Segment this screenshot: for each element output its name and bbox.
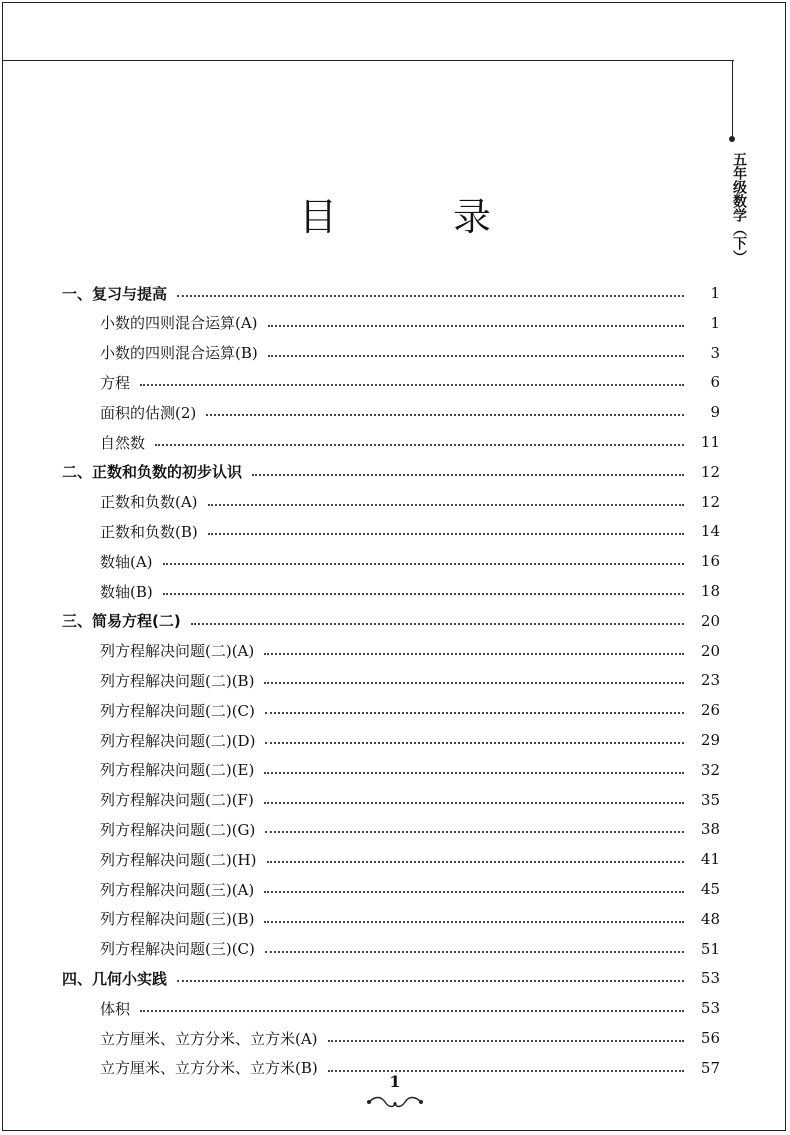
toc-leader-dots xyxy=(264,891,684,893)
toc-leader-dots xyxy=(163,593,684,595)
toc-page-number: 11 xyxy=(700,433,720,451)
toc-page-number: 53 xyxy=(700,969,720,988)
toc-section-row[interactable] xyxy=(62,606,720,636)
toc-leader-dots xyxy=(252,474,684,476)
toc-label: 列方程解决问题(三)(B) xyxy=(100,910,255,929)
toc-page-number: 1 xyxy=(710,284,720,302)
toc-leader-dots xyxy=(264,653,684,655)
toc-page-number: 3 xyxy=(710,343,720,362)
toc-page-number: 35 xyxy=(700,790,720,809)
toc-entry-row[interactable] xyxy=(100,755,720,785)
toc-leader-dots xyxy=(140,1010,684,1012)
toc-label: 正数和负数(A) xyxy=(100,493,198,512)
toc-leader-dots xyxy=(268,355,684,357)
toc-page-number: 1 xyxy=(710,313,720,332)
toc-page-number: 12 xyxy=(700,462,720,481)
toc-label: 列方程解决问题(二)(A) xyxy=(100,642,255,661)
toc-leader-dots xyxy=(267,861,685,863)
toc-label: 二、正数和负数的初步认识 xyxy=(62,463,243,482)
toc-label: 四、几何小实践 xyxy=(62,969,168,988)
toc-page-number: 26 xyxy=(700,701,720,720)
toc-page-number: 9 xyxy=(710,403,720,422)
side-rule xyxy=(732,60,733,138)
toc-leader-dots xyxy=(177,295,684,297)
toc-entry-row[interactable] xyxy=(100,546,720,576)
toc-label: 数轴(A) xyxy=(100,552,153,571)
toc-leader-dots xyxy=(155,444,684,446)
toc-label: 列方程解决问题(二)(H) xyxy=(100,850,257,869)
toc-page-number: 51 xyxy=(700,939,720,958)
toc-label: 体积 xyxy=(100,999,131,1018)
toc-section-row[interactable] xyxy=(62,278,720,308)
toc-label: 三、简易方程(二) xyxy=(62,612,181,631)
page-title: 目 录 xyxy=(298,195,544,239)
toc-section-row[interactable] xyxy=(62,457,720,487)
toc-entry-row[interactable] xyxy=(100,576,720,606)
toc-page-number: 45 xyxy=(700,880,720,898)
toc-entry-row[interactable] xyxy=(100,904,720,934)
toc-entry-row[interactable] xyxy=(100,397,720,427)
toc-page-number: 41 xyxy=(700,850,720,869)
toc-label: 列方程解决问题(二)(F) xyxy=(100,791,254,810)
toc-entry-row[interactable] xyxy=(100,695,720,725)
toc-entry-row[interactable] xyxy=(100,785,720,815)
toc-entry-row[interactable] xyxy=(100,367,720,397)
toc-label: 正数和负数(B) xyxy=(100,522,198,541)
toc-page-number: 14 xyxy=(700,522,720,541)
toc-page-number: 18 xyxy=(700,582,720,600)
toc-leader-dots xyxy=(264,921,684,923)
toc-leader-dots xyxy=(206,414,684,416)
toc-label: 列方程解决问题(二)(G) xyxy=(100,820,256,839)
toc-entry-row[interactable] xyxy=(100,427,720,457)
toc-entry-row[interactable] xyxy=(100,338,720,368)
toc-label: 立方厘米、立方分米、立方米(B) xyxy=(100,1059,318,1078)
toc-page-number: 29 xyxy=(700,731,720,749)
toc-page-number: 32 xyxy=(700,760,720,779)
toc-label: 数轴(B) xyxy=(100,582,153,601)
toc-entry-row[interactable] xyxy=(100,993,720,1023)
toc-label: 列方程解决问题(二)(E) xyxy=(100,761,255,780)
toc-label: 小数的四则混合运算(B) xyxy=(100,344,258,363)
toc-page-number: 38 xyxy=(700,820,720,839)
toc-label: 面积的估测(2) xyxy=(100,403,197,422)
toc-page-number: 53 xyxy=(700,999,720,1018)
toc-section-row[interactable] xyxy=(62,963,720,993)
toc-leader-dots xyxy=(163,563,684,565)
toc-entry-row[interactable] xyxy=(100,725,720,755)
toc-page-number: 48 xyxy=(700,909,720,928)
ornament-icon xyxy=(365,1095,425,1109)
toc-label: 立方厘米、立方分米、立方米(A) xyxy=(100,1029,318,1048)
toc-leader-dots xyxy=(328,1040,684,1042)
page-number: 1 xyxy=(389,1072,401,1091)
toc-entry-row[interactable] xyxy=(100,844,720,874)
toc-leader-dots xyxy=(264,802,684,804)
toc-page-number: 57 xyxy=(700,1058,720,1077)
toc-leader-dots xyxy=(264,772,684,774)
toc-label: 列方程解决问题(三)(C) xyxy=(100,940,255,959)
toc-label: 方程 xyxy=(100,373,131,392)
toc-leader-dots xyxy=(191,623,684,625)
toc-page-number: 20 xyxy=(700,611,720,630)
toc-label: 列方程解决问题(二)(B) xyxy=(100,671,255,690)
toc-entry-row[interactable] xyxy=(100,934,720,964)
toc-page-number: 6 xyxy=(710,373,720,392)
toc-page-number: 56 xyxy=(700,1029,720,1047)
toc-page-number: 20 xyxy=(700,641,720,660)
toc-leader-dots xyxy=(265,831,684,833)
toc-leader-dots xyxy=(265,742,684,744)
toc-entry-row[interactable] xyxy=(100,636,720,666)
toc-label: 列方程解决问题(二)(C) xyxy=(100,701,255,720)
toc-entry-row[interactable] xyxy=(100,516,720,546)
toc-leader-dots xyxy=(140,384,684,386)
toc-entry-row[interactable] xyxy=(100,308,720,338)
toc-page-number: 16 xyxy=(700,552,720,571)
toc-label: 一、复习与提高 xyxy=(62,284,168,303)
toc-label: 小数的四则混合运算(A) xyxy=(100,314,258,333)
toc-leader-dots xyxy=(208,533,684,535)
toc-page-number: 23 xyxy=(700,671,720,690)
toc-label: 列方程解决问题(二)(D) xyxy=(100,731,256,750)
toc-entry-row[interactable] xyxy=(100,1023,720,1053)
toc-leader-dots xyxy=(264,682,684,684)
toc-entry-row[interactable] xyxy=(100,874,720,904)
toc-leader-dots xyxy=(177,980,684,982)
toc-label: 列方程解决问题(三)(A) xyxy=(100,880,255,899)
toc-leader-dots xyxy=(265,951,684,953)
toc-entry-row[interactable] xyxy=(100,665,720,695)
toc-leader-dots xyxy=(268,325,684,327)
top-rule xyxy=(2,60,734,61)
toc-entry-row[interactable] xyxy=(100,487,720,517)
side-dot xyxy=(729,136,735,142)
side-label: 五年级数学（下） xyxy=(731,152,747,264)
toc-entry-row[interactable] xyxy=(100,814,720,844)
toc-label: 自然数 xyxy=(100,433,146,452)
toc-leader-dots xyxy=(208,504,684,506)
toc-leader-dots xyxy=(265,712,684,714)
toc-page-number: 12 xyxy=(700,492,720,511)
